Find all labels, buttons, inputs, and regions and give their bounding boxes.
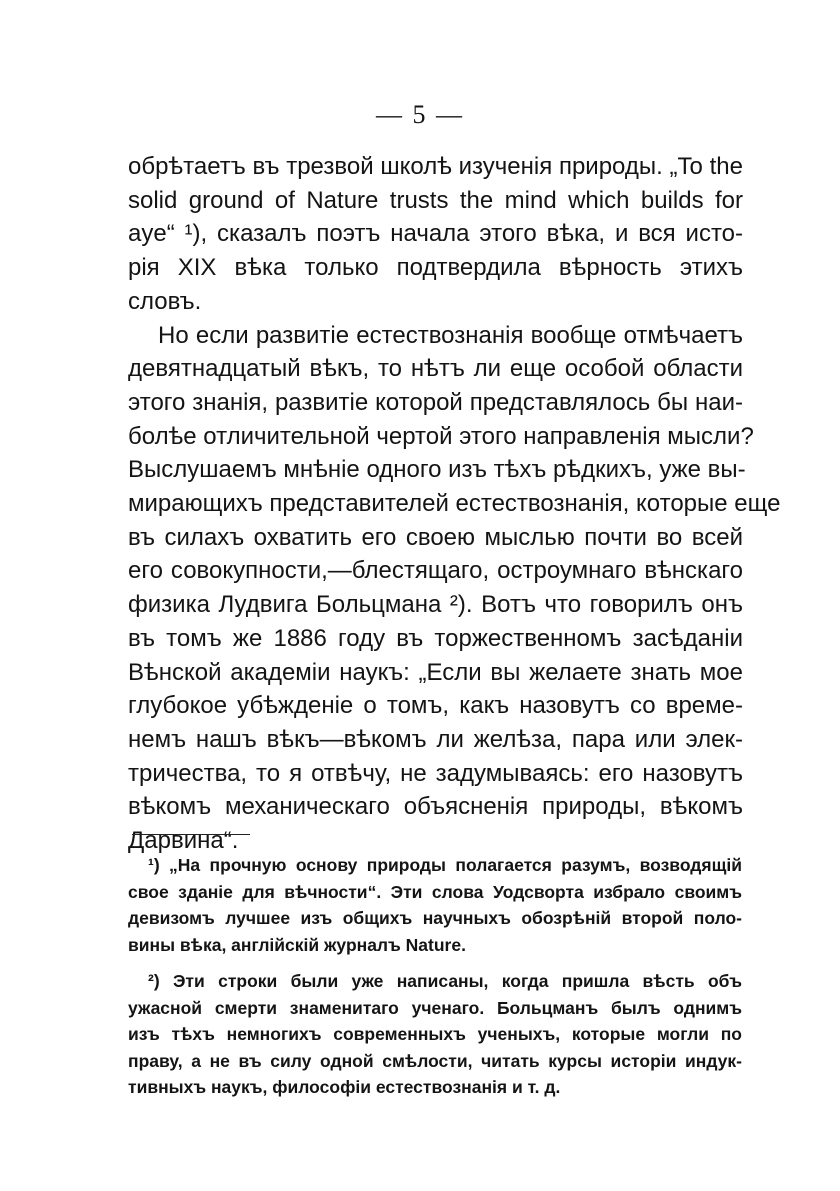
footnote-line: ¹) „На прочную основу природы полагается разумъ, возводящій (148, 855, 742, 875)
text-line: его совокупности,—блестящаго, остроумнаго вѣнскаго (128, 557, 743, 585)
footnote-divider (132, 834, 250, 835)
footnote-line: праву, а не въ силу одной смѣлости, читать курсы исторіи индук- (128, 1050, 742, 1071)
text-line: aye“ ¹), сказалъ поэтъ начала этого вѣка, и вся исто- (128, 220, 743, 248)
footnote-line: ²) Эти строки были уже написаны, когда пришла вѣсть объ (148, 971, 742, 991)
text-line: глубокое убѣжденіе о томъ, какъ назовутъ со време- (128, 692, 743, 720)
text-line: Выслушаемъ мнѣніе одного изъ тѣхъ рѣдкихъ, уже вы- (128, 456, 746, 484)
text-line: вѣкомъ механическаго объясненія природы, вѣкомъ (128, 793, 743, 821)
footnote-spacer (128, 958, 742, 968)
text-line: мирающихъ представителей естествознанія, которые еще (128, 490, 781, 518)
footnote-line: свое зданіе для вѣчности“. Эти слова Уодсворта избрало своимъ (128, 881, 742, 902)
footnote-line: вины вѣка, англійскій журналъ Nature. (128, 934, 466, 955)
footnote-line: ужасной смерти знаменитаго ученаго. Больцманъ былъ однимъ (128, 997, 742, 1018)
text-line: Дарвина“. (128, 827, 239, 855)
footnote-line: девизомъ лучшее изъ общихъ научныхъ обозрѣній второй поло- (128, 908, 742, 928)
footnote-line: тивныхъ наукъ, философіи естествознанія и т. д. (128, 1077, 561, 1097)
footnotes (128, 852, 742, 1101)
text-line: обрѣтаетъ въ трезвой школѣ изученія природы. „To the (128, 153, 743, 180)
text-line: въ силахъ охватить его своею мыслью почти во всей (128, 523, 743, 551)
text-line: словъ. (128, 287, 202, 315)
text-line: Вѣнской академіи наукъ: „Если вы желаете знать мое (128, 658, 743, 686)
text-line: рія XIX вѣка только подтвердила вѣрность этихъ (128, 254, 743, 282)
text-line: болѣе отличительной чертой этого направленія мысли? (128, 422, 754, 450)
text-line: тричества, то я отвѣчу, не задумываясь: его назовутъ (128, 759, 743, 787)
text-line: физика Лудвига Больцмана ²). Вотъ что говорилъ онъ (128, 591, 743, 619)
text-line: въ томъ же 1886 году въ торжественномъ засѣданіи (128, 624, 743, 652)
text-line: девятнадцатый вѣкъ, то нѣтъ ли еще особой области (128, 355, 743, 383)
text-line: немъ нашъ вѣкъ—вѣкомъ ли желѣза, пара или элек- (128, 725, 743, 753)
footnote-1 (128, 852, 742, 958)
main-text (128, 150, 781, 858)
text-line: solid ground of Nature trusts the mind which builds for (128, 186, 743, 214)
text-line: этого знанія, развитіе которой представлялось бы наи- (128, 388, 743, 416)
text-line: Но если развитіе естествознанія вообще отмѣчаетъ (158, 321, 743, 349)
footnote-line: изъ тѣхъ немногихъ современныхъ ученыхъ, которые могли по (128, 1024, 742, 1044)
page-number: — 5 — (376, 100, 464, 129)
footnote-2 (128, 968, 742, 1101)
